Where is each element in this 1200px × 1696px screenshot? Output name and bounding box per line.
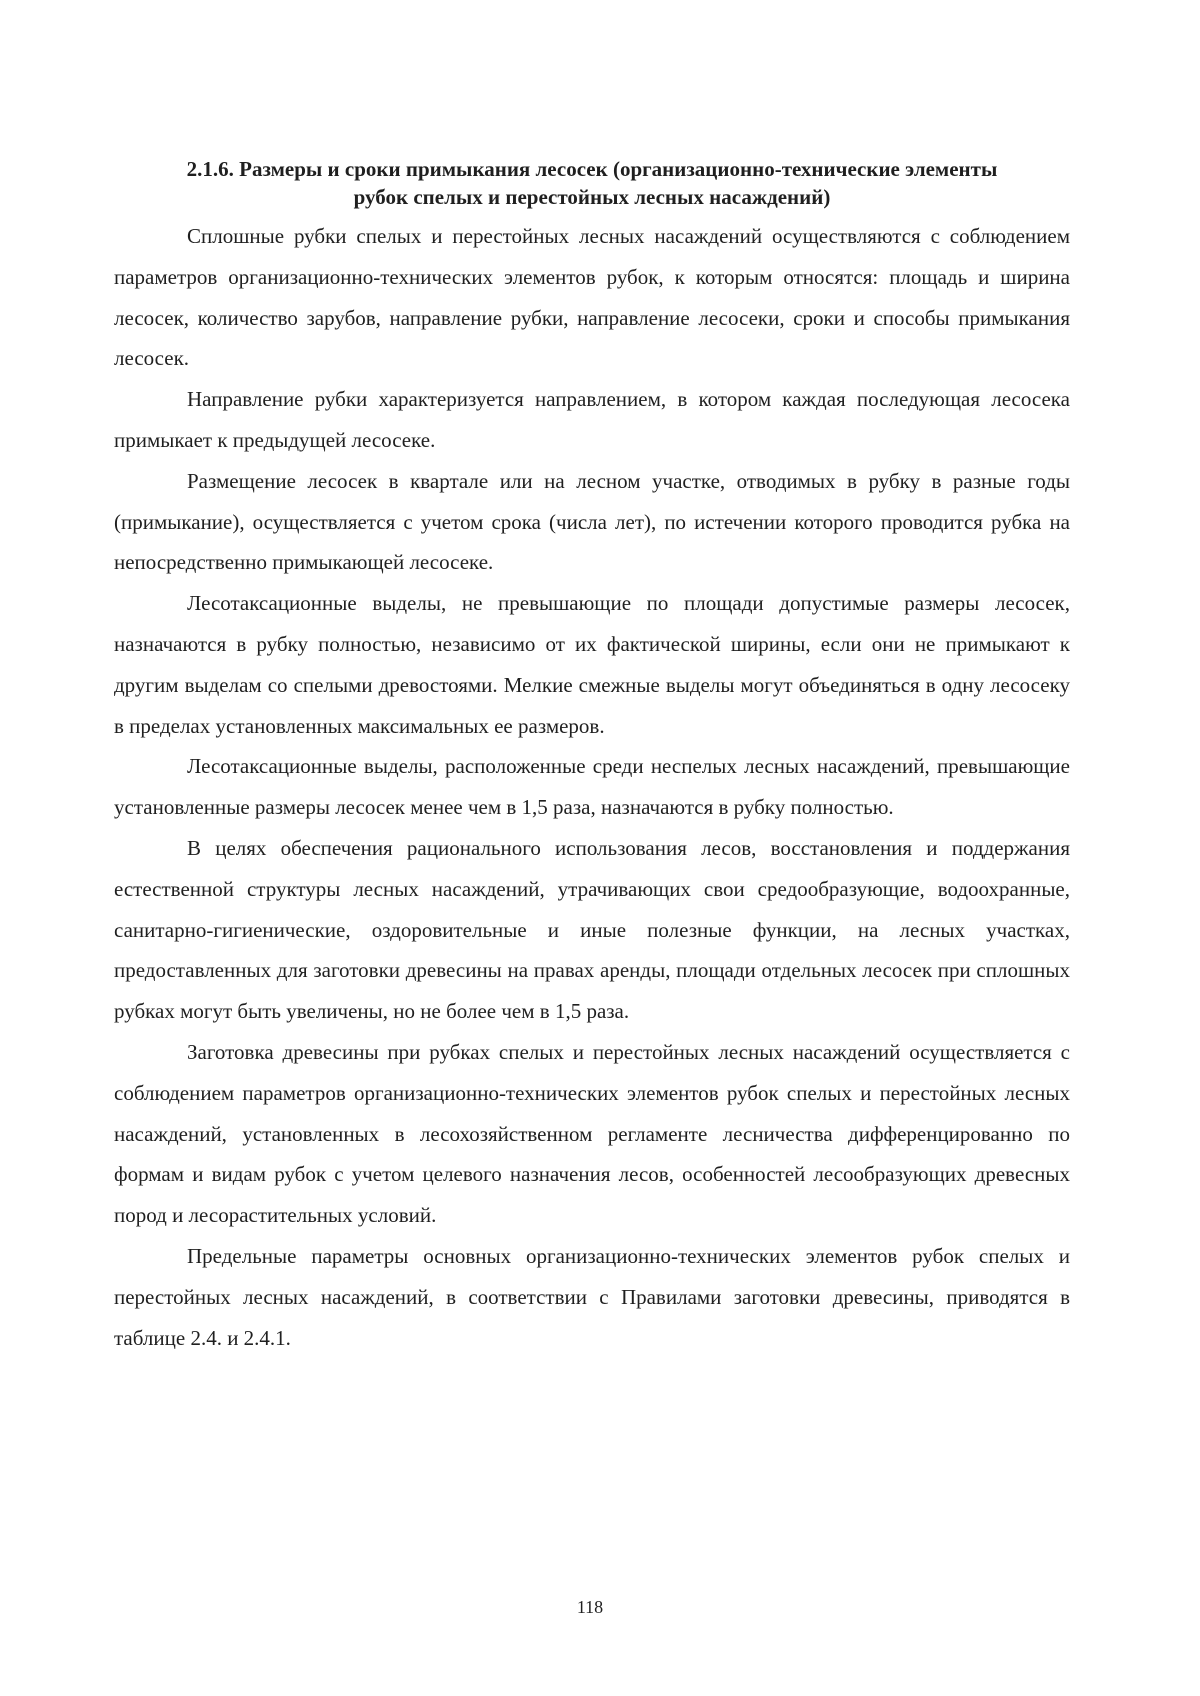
section-heading-line-2: рубок спелых и перестойных лесных насаждений)	[353, 185, 831, 209]
section-heading	[112, 155, 1072, 211]
paragraph: Направление рубки характеризуется направлением, в котором каждая последующая лесосека примыкает к предыдущей лесосеке.	[114, 387, 1070, 452]
body-text	[114, 216, 1070, 1358]
paragraph: Предельные параметры основных организационно-технических элементов рубок спелых и перестойных лесных насаждений, в соответствии с Правилами заготовки древесины, приводятся в таблице 2.4. и 2.4.1.	[114, 1243, 1070, 1350]
paragraph: Лесотаксационные выделы, расположенные среди неспелых лесных насаждений, превышающие установленные размеры лесосек менее чем в 1,5 раза, назначаются в рубку полностью.	[114, 754, 1070, 820]
paragraph: Лесотаксационные выделы, не превышающие по площади допустимые размеры лесосек, назначаются в рубку полностью, независимо от их фактической ширины, если они не примыкают к другим выделам со спелыми древостоями. Мелкие смежные выделы могут объединяться в одну лесосеку в пределах установленных максимальных ее размеров.	[114, 591, 1070, 738]
section-heading-line-1: 2.1.6. Размеры и сроки примыкания лесосек (организационно-технические элементы	[186, 157, 998, 181]
paragraph: Заготовка древесины при рубках спелых и перестойных лесных насаждений осуществляется с соблюдением параметров организационно-технических элементов рубок спелых и перестойных лесных насаждений, установленных в лесохозяйственном регламенте лесничества дифференцированно по формам и видам рубок с учетом целевого назначения лесов, особенностей лесообразующих древесных пород и лесорастительных условий.	[114, 1039, 1070, 1228]
page-number: 118	[576, 1597, 604, 1617]
paragraph: Размещение лесосек в квартале или на лесном участке, отводимых в рубку в разные годы (примыкание), осуществляется с учетом срока (числа лет), по истечении которого проводится рубка на непосредственно примыкающей лесосеке.	[114, 468, 1070, 575]
paragraph: Сплошные рубки спелых и перестойных лесных насаждений осуществляются с соблюдением параметров организационно-технических элементов рубок, к которым относятся: площадь и ширина лесосек, количество зарубов, направление рубки, направление лесосеки, сроки и способы примыкания лесосек.	[114, 224, 1070, 371]
paragraph: В целях обеспечения рационального использования лесов, восстановления и поддержания естественной структуры лесных насаждений, утрачивающих свои средообразующие, водоохранные, санитарно-гигиенические, оздоровительные и иные полезные функции, на лесных участках, предоставленных для заготовки древесины на правах аренды, площади отдельных лесосек при сплошных рубках могут быть увеличены, но не более чем в 1,5 раза.	[114, 835, 1070, 1024]
